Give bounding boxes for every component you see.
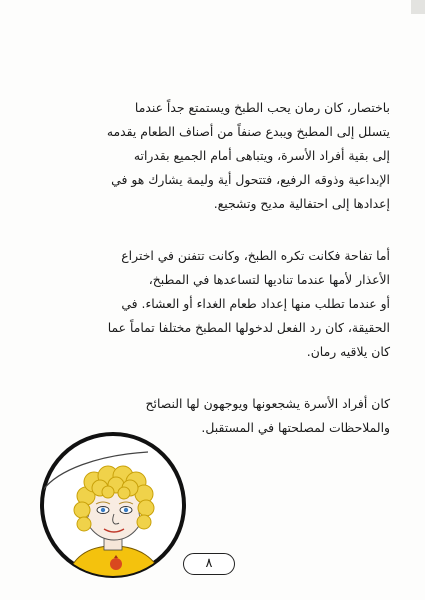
paragraph-line: إعدادها إلى احتفالية مديح وتشجيع.	[213, 196, 390, 211]
paragraph-line: أو عندما تطلب منها إعداد طعام الغداء أو العشاء. في	[121, 296, 390, 311]
paragraph-line: باختصار، كان رمان يحب الطبخ ويستمتع جداً عندما	[134, 100, 390, 115]
paragraph-line: يتسلل إلى المطبخ ويبدع صنفاً من أصناف الطعام يقدمه	[106, 124, 390, 139]
paragraph-1	[106, 96, 390, 216]
paragraph-2	[107, 244, 390, 364]
boy-portrait-illustration	[38, 430, 188, 580]
paragraph-line: كان أفراد الأسرة يشجعونها ويوجهون لها النصائح	[145, 396, 390, 411]
paragraph-line: كان يلاقيه رمان.	[306, 344, 390, 359]
scan-edge	[411, 0, 425, 14]
paragraph-line: إلى بقية أفراد الأسرة، ويتباهى أمام الجميع بقدراته	[133, 148, 390, 163]
page-number: ٨	[183, 553, 235, 575]
paragraph-line: الأعذار لأمها عندما تناديها لتساعدها في المطبخ،	[148, 272, 390, 287]
paragraph-line: والملاحظات لمصلحتها في المستقبل.	[201, 420, 390, 435]
paragraph-line: الحقيقة، كان رد الفعل لدخولها المطبخ مختلفا تماماً عما	[107, 320, 390, 335]
paragraph-line: الإبداعية وذوقه الرفيع، فتتحول أية وليمة يشارك هو في	[111, 172, 390, 187]
paragraph-line: أما تفاحة فكانت تكره الطبخ، وكانت تتفنن في اختراع	[121, 248, 390, 263]
